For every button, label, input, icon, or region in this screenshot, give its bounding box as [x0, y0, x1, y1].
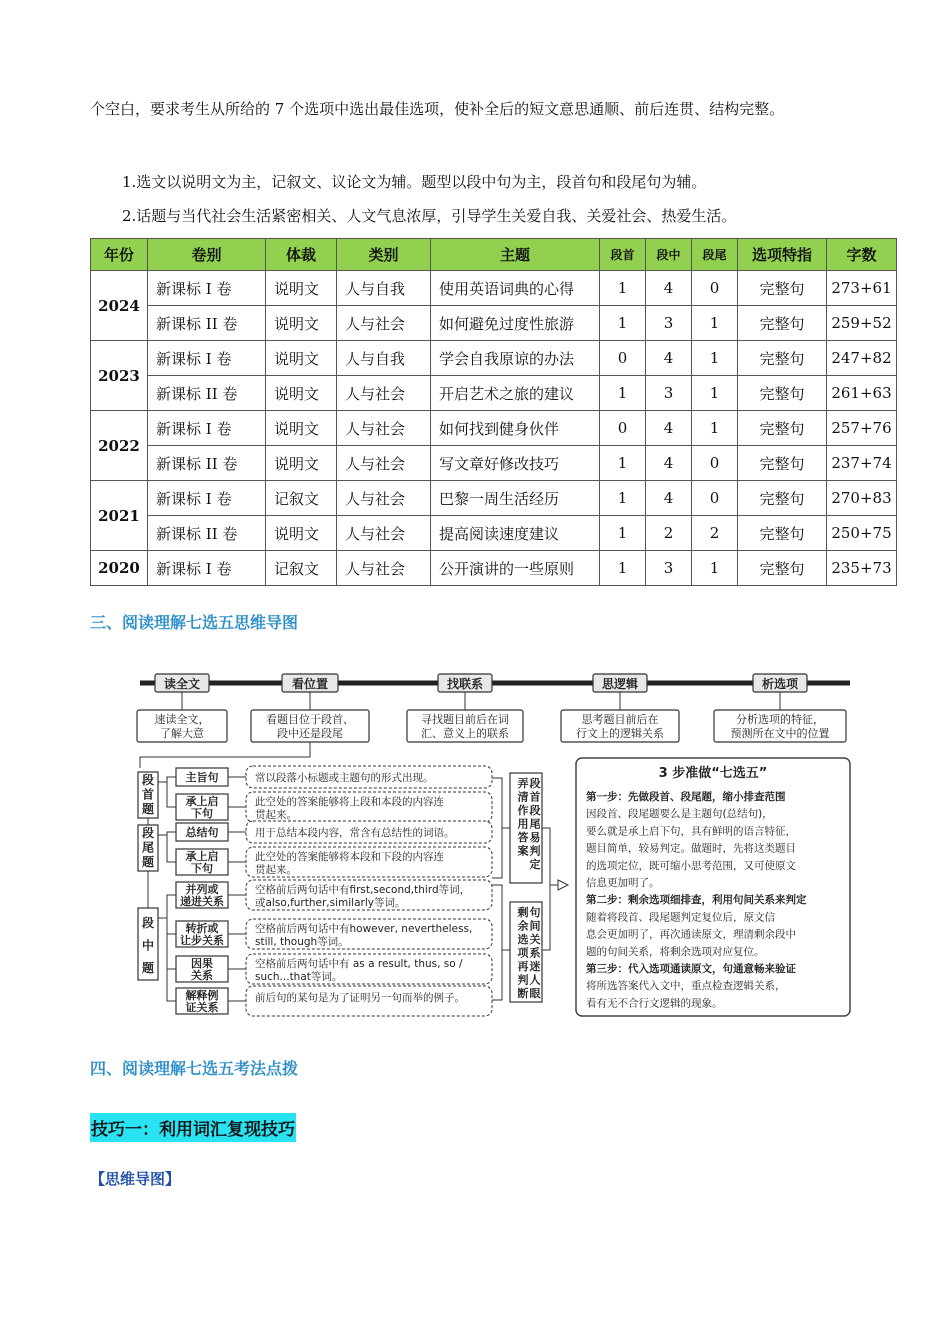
summary-box-middle-char: 余	[517, 919, 529, 933]
table-cell: 1	[600, 551, 646, 586]
table-cell: 完整句	[738, 376, 827, 411]
table-cell: 4	[646, 341, 692, 376]
step-desc: 寻找题目前后在词	[421, 713, 509, 726]
summary-box-head-tail-char: 判	[529, 844, 541, 858]
relation-label: 递进关系	[180, 895, 224, 908]
table-cell: 巴黎一周生活经历	[431, 481, 600, 516]
table-cell: 人与自我	[337, 341, 431, 376]
table-cell: 人与社会	[337, 516, 431, 551]
step-desc: 行文上的逻辑关系	[576, 727, 664, 740]
step-label: 找联系	[446, 677, 484, 691]
summary-box-middle-char: 眼	[529, 987, 541, 1000]
table-cell: 提高阅读速度建议	[431, 516, 600, 551]
table-cell: 1	[600, 446, 646, 481]
three-step-line: 信息更加明了。	[586, 877, 660, 889]
relation-label: 关系	[191, 969, 213, 982]
table-cell: 新课标 II 卷	[148, 516, 266, 551]
three-step-line: 的选项定位，既可缩小思考范围，又可使原文	[586, 859, 796, 872]
summary-box-middle-char: 系	[529, 946, 541, 960]
table-cell: 3	[646, 551, 692, 586]
table-cell: 开启艺术之旅的建议	[431, 376, 600, 411]
explanation-text: 空格前后两句话中有first,second,third等词，	[255, 884, 471, 896]
section-3-heading: 三、阅读理解七选五思维导图	[90, 613, 299, 632]
position-label: 段	[141, 826, 155, 841]
position-label: 题	[141, 961, 155, 976]
table-cell: 说明文	[266, 516, 337, 551]
connector	[158, 918, 176, 1001]
table-cell: 新课标 I 卷	[148, 271, 266, 306]
table-cell: 新课标 II 卷	[148, 376, 266, 411]
column-header: 段中	[646, 239, 692, 271]
table-cell: 公开演讲的一些原则	[431, 551, 600, 586]
table-row	[91, 341, 897, 376]
step-label: 看位置	[291, 677, 329, 691]
arrow-icon	[558, 880, 568, 890]
relation-label: 总结句	[185, 826, 219, 839]
step-desc: 段中还是段尾	[277, 727, 343, 740]
table-cell: 新课标 II 卷	[148, 306, 266, 341]
column-header: 卷别	[148, 239, 266, 271]
table-cell: 0	[692, 446, 738, 481]
table-row	[91, 411, 897, 446]
table-cell: 247+82	[827, 341, 897, 376]
table-cell: 250+75	[827, 516, 897, 551]
position-label: 段	[141, 773, 155, 788]
table-cell: 说明文	[266, 306, 337, 341]
connector	[492, 778, 502, 878]
table-cell: 4	[646, 411, 692, 446]
table-cell: 1	[600, 306, 646, 341]
explanation-text: 用于总结本段内容，常含有总结性的词语。	[255, 827, 455, 839]
position-label: 首	[141, 787, 155, 802]
table-cell: 人与社会	[337, 376, 431, 411]
table-cell: 1	[692, 551, 738, 586]
step-label: 思逻辑	[601, 677, 639, 691]
summary-box-head-tail-char: 易	[529, 831, 541, 844]
summary-box-middle-char: 剩	[517, 906, 529, 919]
relation-label: 下句	[191, 807, 213, 820]
three-step-title: 3 步准做“七选五”	[658, 766, 768, 781]
column-header: 体裁	[266, 239, 337, 271]
summary-box-middle-char: 断	[517, 987, 529, 1000]
year-cell: 2021	[91, 481, 148, 551]
step-desc: 预测所在文中的位置	[730, 727, 830, 740]
table-cell: 273+61	[827, 271, 897, 306]
connector	[542, 828, 550, 950]
connector	[140, 742, 310, 768]
point-1: 1.选文以说明文为主，记叙文、议论文为辅。题型以段中句为主，段首句和段尾句为辅。	[122, 173, 707, 191]
table-row	[91, 516, 897, 551]
table-cell: 完整句	[738, 271, 827, 306]
table-cell: 学会自我原谅的办法	[431, 341, 600, 376]
summary-box-head-tail-char: 段	[529, 804, 541, 817]
table-cell: 1	[692, 376, 738, 411]
table-cell: 2	[646, 516, 692, 551]
three-step-line: 因段首、段尾题要么是主题句(总结句)，	[586, 808, 773, 821]
step-desc: 看题目位于段首、	[266, 713, 354, 726]
three-step-line: 第一步：先做段首、段尾题，缩小排查范围	[586, 791, 786, 803]
table-cell: 完整句	[738, 516, 827, 551]
summary-box-middle-char: 判	[517, 973, 529, 987]
table-cell: 说明文	[266, 411, 337, 446]
table-cell: 写文章好修改技巧	[431, 446, 600, 481]
connector	[492, 885, 502, 1000]
table-cell: 新课标 I 卷	[148, 551, 266, 586]
table-row	[91, 271, 897, 306]
connector	[158, 777, 176, 782]
position-label: 段	[141, 916, 155, 931]
summary-box-middle-char: 间	[529, 919, 541, 933]
summary-box-head-tail-char: 弄	[517, 777, 529, 790]
table-row	[91, 446, 897, 481]
explanation-text: 空格前后两句话中有 as a result, thus, so /	[255, 958, 463, 970]
table-cell: 人与社会	[337, 411, 431, 446]
table-cell: 259+52	[827, 306, 897, 341]
table-cell: 完整句	[738, 411, 827, 446]
step-label: 读全文	[163, 677, 201, 691]
table-cell: 235+73	[827, 551, 897, 586]
explanation-text: 贯起来。	[255, 864, 297, 876]
column-header: 类别	[337, 239, 431, 271]
tip-1-heading: 技巧一：利用词汇复现技巧	[90, 1113, 296, 1142]
explanation-text: 此空处的答案能够将本段和下段的内容连	[255, 851, 444, 863]
table-cell: 完整句	[738, 341, 827, 376]
explanation-text: 常以段落小标题或主题句的形式出现。	[255, 772, 434, 784]
connector	[158, 895, 176, 918]
section-4-heading: 四、阅读理解七选五考法点拨	[90, 1059, 299, 1078]
three-step-line: 看有无不合行文逻辑的现象。	[586, 997, 723, 1010]
position-label: 尾	[141, 840, 155, 855]
explanation-text: 贯起来。	[255, 809, 297, 821]
point-2: 2.话题与当代社会生活紧密相关、人文气息浓厚，引导学生关爱自我、关爱社会、热爱生活。	[122, 207, 737, 225]
table-cell: 3	[646, 306, 692, 341]
year-cell: 2023	[91, 341, 148, 411]
table-cell: 3	[646, 376, 692, 411]
table-row	[91, 376, 897, 411]
three-step-line: 随着将段首、段尾题判定复位后，原文信	[586, 911, 775, 924]
table-cell: 1	[692, 306, 738, 341]
table-cell: 说明文	[266, 376, 337, 411]
mindmap-diagram	[110, 660, 855, 1022]
explanation-text: 空格前后两句话中有however, nevertheless,	[255, 923, 473, 935]
explanation-text: such...that等词。	[255, 971, 343, 983]
summary-box-head-tail-char: 尾	[529, 817, 541, 831]
connector	[158, 835, 176, 862]
mindmap-label: 【思维导图】	[90, 1170, 181, 1188]
step-desc: 速读全文，	[154, 713, 210, 726]
summary-box-middle-char: 项	[517, 946, 529, 960]
table-cell: 4	[646, 481, 692, 516]
table-cell: 4	[646, 446, 692, 481]
summary-box-head-tail-char: 定	[529, 858, 541, 871]
table-cell: 人与社会	[337, 446, 431, 481]
table-cell: 如何找到健身伙伴	[431, 411, 600, 446]
table-cell: 新课标 I 卷	[148, 411, 266, 446]
relation-label: 承上启	[185, 850, 219, 863]
column-header: 主题	[431, 239, 600, 271]
table-header-row	[91, 239, 897, 271]
three-step-line: 题的句间关系，将剩余选项对应复位。	[586, 945, 765, 958]
summary-box-head-tail-char: 答	[517, 831, 529, 844]
table-cell: 261+63	[827, 376, 897, 411]
table-cell: 270+83	[827, 481, 897, 516]
three-step-line: 要么就是承上启下句，具有鲜明的语言特征，	[586, 825, 796, 838]
position-label: 题	[141, 854, 155, 869]
year-cell: 2022	[91, 411, 148, 481]
relation-label: 证关系	[185, 1001, 219, 1014]
table-cell: 257+76	[827, 411, 897, 446]
column-header: 段首	[600, 239, 646, 271]
table-cell: 人与社会	[337, 551, 431, 586]
table-cell: 说明文	[266, 446, 337, 481]
table-body	[91, 271, 897, 586]
table-cell: 完整句	[738, 306, 827, 341]
relation-label: 因果	[191, 957, 213, 970]
three-step-line: 第二步：剩余选项细排查，利用句间关系来判定	[586, 894, 807, 907]
table-cell: 完整句	[738, 481, 827, 516]
table-cell: 237+74	[827, 446, 897, 481]
table-cell: 如何避免过度性旅游	[431, 306, 600, 341]
summary-box-head-tail-char: 用	[517, 817, 529, 831]
table-cell: 使用英语词典的心得	[431, 271, 600, 306]
table-row	[91, 306, 897, 341]
table-cell: 1	[600, 516, 646, 551]
relation-label: 主旨句	[185, 771, 219, 784]
step-label: 析选项	[761, 677, 799, 691]
year-cell: 2024	[91, 271, 148, 341]
summary-box-head-tail-char: 清	[517, 790, 529, 804]
summary-box-middle-char: 迷	[529, 960, 541, 973]
exam-stats-table	[90, 238, 897, 586]
step-desc: 思考题目前后在	[581, 713, 659, 726]
table-cell: 人与社会	[337, 481, 431, 516]
year-cell: 2020	[91, 551, 148, 586]
summary-box-middle-char: 选	[517, 933, 529, 946]
summary-box-head-tail-char: 作	[517, 804, 529, 817]
step-desc: 分析选项的特征，	[736, 713, 824, 726]
table-cell: 0	[600, 341, 646, 376]
table-cell: 4	[646, 271, 692, 306]
three-step-line: 将所选答案代入文中，重点检查逻辑关系，	[586, 980, 786, 993]
table-cell: 1	[600, 271, 646, 306]
summary-box-middle-char: 句	[529, 906, 541, 919]
table-cell: 新课标 II 卷	[148, 446, 266, 481]
table-cell: 0	[692, 271, 738, 306]
explanation-text: 或also,further,similarly等词。	[255, 897, 406, 909]
three-step-line: 题目简单，较易判定。做题时，先将这类题目	[586, 842, 796, 855]
table-cell: 1	[600, 481, 646, 516]
summary-box-middle-char: 人	[529, 973, 541, 987]
table-cell: 2	[692, 516, 738, 551]
relation-label: 下句	[191, 862, 213, 875]
table-cell: 完整句	[738, 446, 827, 481]
table-cell: 1	[600, 376, 646, 411]
three-step-line: 息会更加明了，再次通读原文，理清剩余段中	[586, 928, 796, 941]
table-cell: 记叙文	[266, 481, 337, 516]
column-header: 选项特指	[738, 239, 827, 271]
step-desc: 汇、意义上的联系	[421, 727, 509, 740]
table-row	[91, 481, 897, 516]
table-cell: 说明文	[266, 271, 337, 306]
relation-label: 转折或	[185, 922, 219, 935]
relation-label: 解释例	[185, 989, 219, 1002]
table-cell: 1	[692, 411, 738, 446]
connector	[158, 782, 176, 807]
table-row	[91, 551, 897, 586]
summary-box-middle-char: 再	[517, 960, 529, 973]
column-header: 年份	[91, 239, 148, 271]
table-cell: 人与自我	[337, 271, 431, 306]
table-cell: 0	[692, 481, 738, 516]
column-header: 字数	[827, 239, 897, 271]
explanation-text: 此空处的答案能够将上段和本段的内容连	[255, 796, 444, 808]
summary-box-head-tail-char: 段	[529, 777, 541, 790]
relation-label: 承上启	[185, 795, 219, 808]
summary-box-head-tail-char: 首	[529, 790, 541, 804]
table-cell: 说明文	[266, 341, 337, 376]
summary-box-head-tail-char: 案	[517, 844, 529, 858]
explanation-text: still, though等词。	[255, 936, 349, 948]
table-cell: 完整句	[738, 551, 827, 586]
table-cell: 1	[692, 341, 738, 376]
position-label: 中	[141, 938, 155, 953]
table-cell: 新课标 I 卷	[148, 481, 266, 516]
three-step-line: 第三步：代入选项通读原文，句通意畅来验证	[586, 963, 796, 975]
relation-label: 并列或	[185, 883, 219, 896]
table-cell: 记叙文	[266, 551, 337, 586]
table-cell: 新课标 I 卷	[148, 341, 266, 376]
explanation-text: 前后句的某句是为了证明另一句而举的例子。	[255, 992, 465, 1004]
relation-label: 让步关系	[180, 934, 224, 947]
summary-box-middle-char: 关	[529, 933, 541, 946]
table-cell: 0	[600, 411, 646, 446]
step-desc: 了解大意	[160, 727, 204, 740]
column-header: 段尾	[692, 239, 738, 271]
intro-line: 个空白，要求考生从所给的 7 个选项中选出最佳选项，使补全后的短文意思通顺、前后连贯、结构完整。	[90, 100, 785, 118]
position-label: 题	[141, 801, 155, 816]
table-cell: 人与社会	[337, 306, 431, 341]
